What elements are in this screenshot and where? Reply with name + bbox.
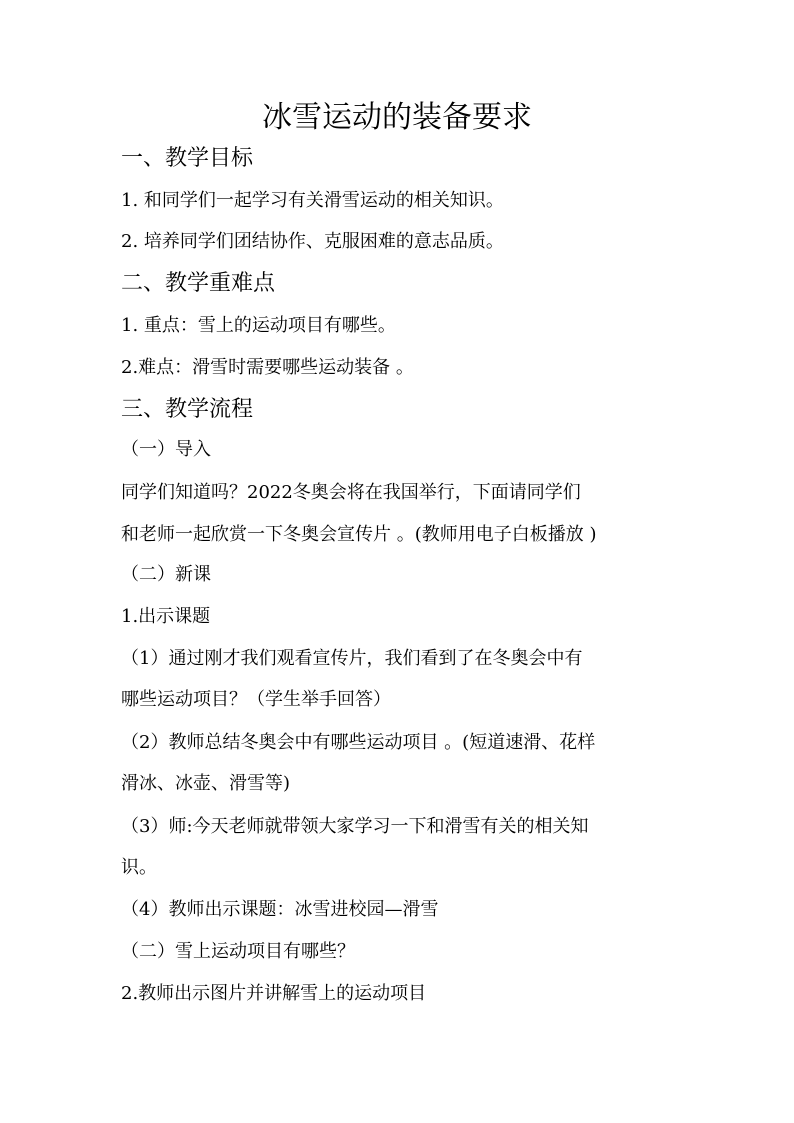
key-point-line: 1. 重点：雪上的运动项目有哪些。 <box>121 315 396 336</box>
section-heading-process: 三、教学流程 <box>121 397 254 422</box>
document-title: 冰雪运动的装备要求 <box>262 100 532 135</box>
paragraph-line: 同学们知道吗？2022冬奥会将在我国举行，下面请同学们 <box>121 482 581 503</box>
paragraph-line: （3）师:今天老师就带领大家学习一下和滑雪有关的相关知 <box>121 816 589 837</box>
paragraph-line: （4）教师出示课题：冰雪进校园—滑雪 <box>121 899 439 920</box>
section-heading-objectives: 一、教学目标 <box>121 146 254 171</box>
section-heading-key-points: 二、教学重难点 <box>121 271 276 296</box>
paragraph-line: 和老师一起欣赏一下冬奥会宣传片 。(教师用电子白板播放 ) <box>121 524 597 545</box>
paragraph-line: （2）教师总结冬奥会中有哪些运动项目 。(短道速滑、花样 <box>121 732 596 753</box>
paragraph-line: 哪些运动项目？（学生举手回答） <box>121 689 391 710</box>
objective-line-2: 2. 培养同学们团结协作、克服困难的意志品质。 <box>121 231 504 252</box>
paragraph-line: 识。 <box>121 857 157 878</box>
process-subheading-snow-events: （二）雪上运动项目有哪些？ <box>121 941 355 962</box>
process-subheading-new-lesson: （二）新课 <box>121 564 211 585</box>
process-subheading-intro: （一）导入 <box>121 439 211 460</box>
difficulty-line: 2.难点：滑雪时需要哪些运动装备 。 <box>121 357 414 378</box>
objective-line-1: 1. 和同学们一起学习有关滑雪运动的相关知识。 <box>121 190 504 211</box>
paragraph-line: 2.教师出示图片并讲解雪上的运动项目 <box>121 983 427 1004</box>
paragraph-line: 滑冰、冰壶、滑雪等) <box>121 773 291 794</box>
paragraph-line: （1）通过刚才我们观看宣传片，我们看到了在冬奥会中有 <box>121 648 583 669</box>
paragraph-line: 1.出示课题 <box>121 606 211 627</box>
